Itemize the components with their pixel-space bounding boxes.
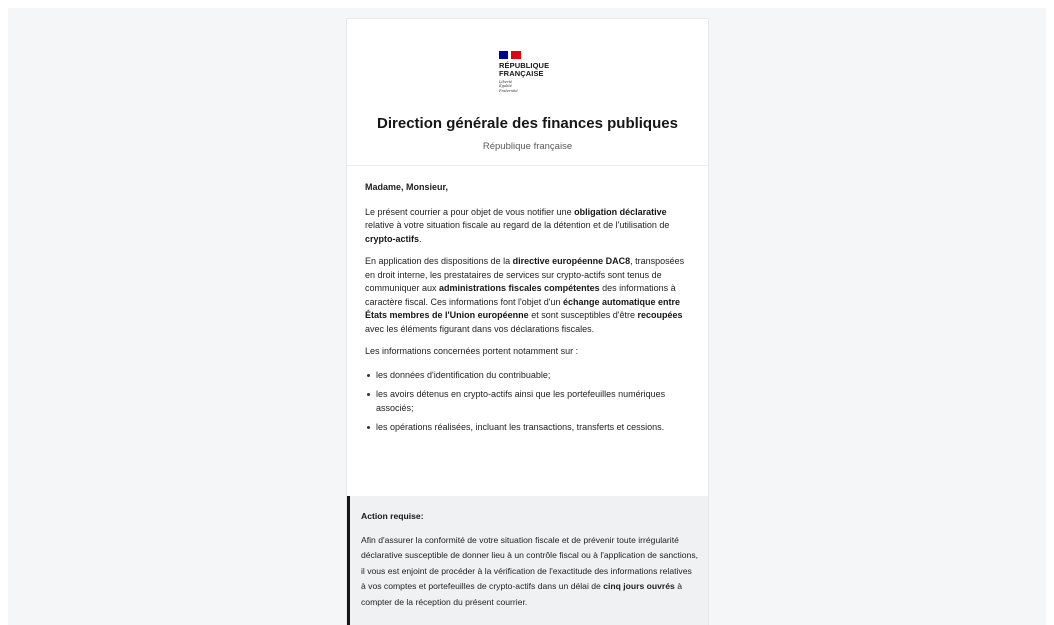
page-subtitle: République française — [482, 141, 573, 152]
letter-body — [347, 166, 708, 435]
logo-line-2: FRANÇAISE — [499, 69, 544, 78]
motto-liberte: Liberté — [499, 80, 513, 84]
text-span: Le présent courrier a pour objet de vous notifier une — [365, 206, 575, 217]
bold-span: échange automatique entre États membres de l'Union européenne — [365, 296, 681, 320]
notice-title: Action requise: — [361, 511, 424, 521]
text-span: . — [419, 233, 422, 244]
bold-span: directive européenne DAC8 — [512, 256, 631, 266]
list-item: les avoirs détenus en crypto-actifs ainsi que les portefeuilles numériques associés; — [365, 388, 690, 415]
text-span: avec les éléments figurant dans vos déclarations fiscales. — [365, 323, 595, 334]
logo-line-1: RÉPUBLIQUE — [499, 61, 550, 70]
bold-span: cinq jours ouvrés — [603, 581, 675, 592]
letter-header — [347, 19, 708, 166]
text-span: relative à votre situation fiscale au regard de la détention et de l'utilisation de — [365, 220, 670, 230]
text-span: et sont susceptibles d'être — [528, 310, 638, 320]
bold-span: recoupées — [637, 310, 683, 320]
text-span: des informations à caractère fiscal. Ces informations font l'objet d'un — [365, 283, 676, 307]
bold-span: administrations fiscales compétentes — [439, 283, 600, 293]
list-item: les données d'identification du contribuable; — [365, 369, 690, 383]
bold-span: obligation déclarative — [574, 206, 667, 217]
republique-francaise-logo — [499, 51, 559, 99]
text-span: à compter de la réception du présent courrier. — [361, 581, 683, 607]
page-title: Direction générale des finances publiques — [377, 115, 678, 132]
motto-fraternite: Fraternité — [499, 88, 518, 93]
email-viewport — [8, 8, 1046, 625]
bold-span: crypto-actifs — [365, 233, 420, 244]
french-flag-icon — [499, 51, 521, 59]
action-required-box — [347, 496, 708, 625]
text-span: En application des dispositions de la — [365, 256, 513, 266]
motto-egalite: Égalité — [499, 84, 512, 89]
paragraph-1 — [365, 206, 690, 247]
list-item: les opérations réalisées, incluant les transactions, transferts et cessions. — [365, 421, 690, 435]
letter-card — [346, 18, 709, 625]
text-span: , transposées en droit interne, les prestataires de services sur crypto-actifs sont tenus de communiquer aux — [365, 256, 685, 293]
logo-motto — [499, 80, 559, 93]
logo-wordmark — [499, 62, 559, 78]
greeting: Madame, Monsieur, — [365, 182, 449, 192]
paragraph-2 — [365, 255, 690, 336]
paragraph-3: Les informations concernées portent notamment sur : — [365, 346, 579, 356]
text-span: Afin d'assurer la conformité de votre situation fiscale et de prévenir toute irrégularité déclarative susceptible de donner lieu à un contrôle fiscal ou à l'application de sanctions, il vous est enjoint de procéder à la vérification de l'exactitude des informations relatives à vos comptes et portefeuilles de crypto-actifs dans un délai de — [361, 534, 699, 592]
notice-text — [361, 533, 698, 611]
information-list — [365, 369, 690, 435]
